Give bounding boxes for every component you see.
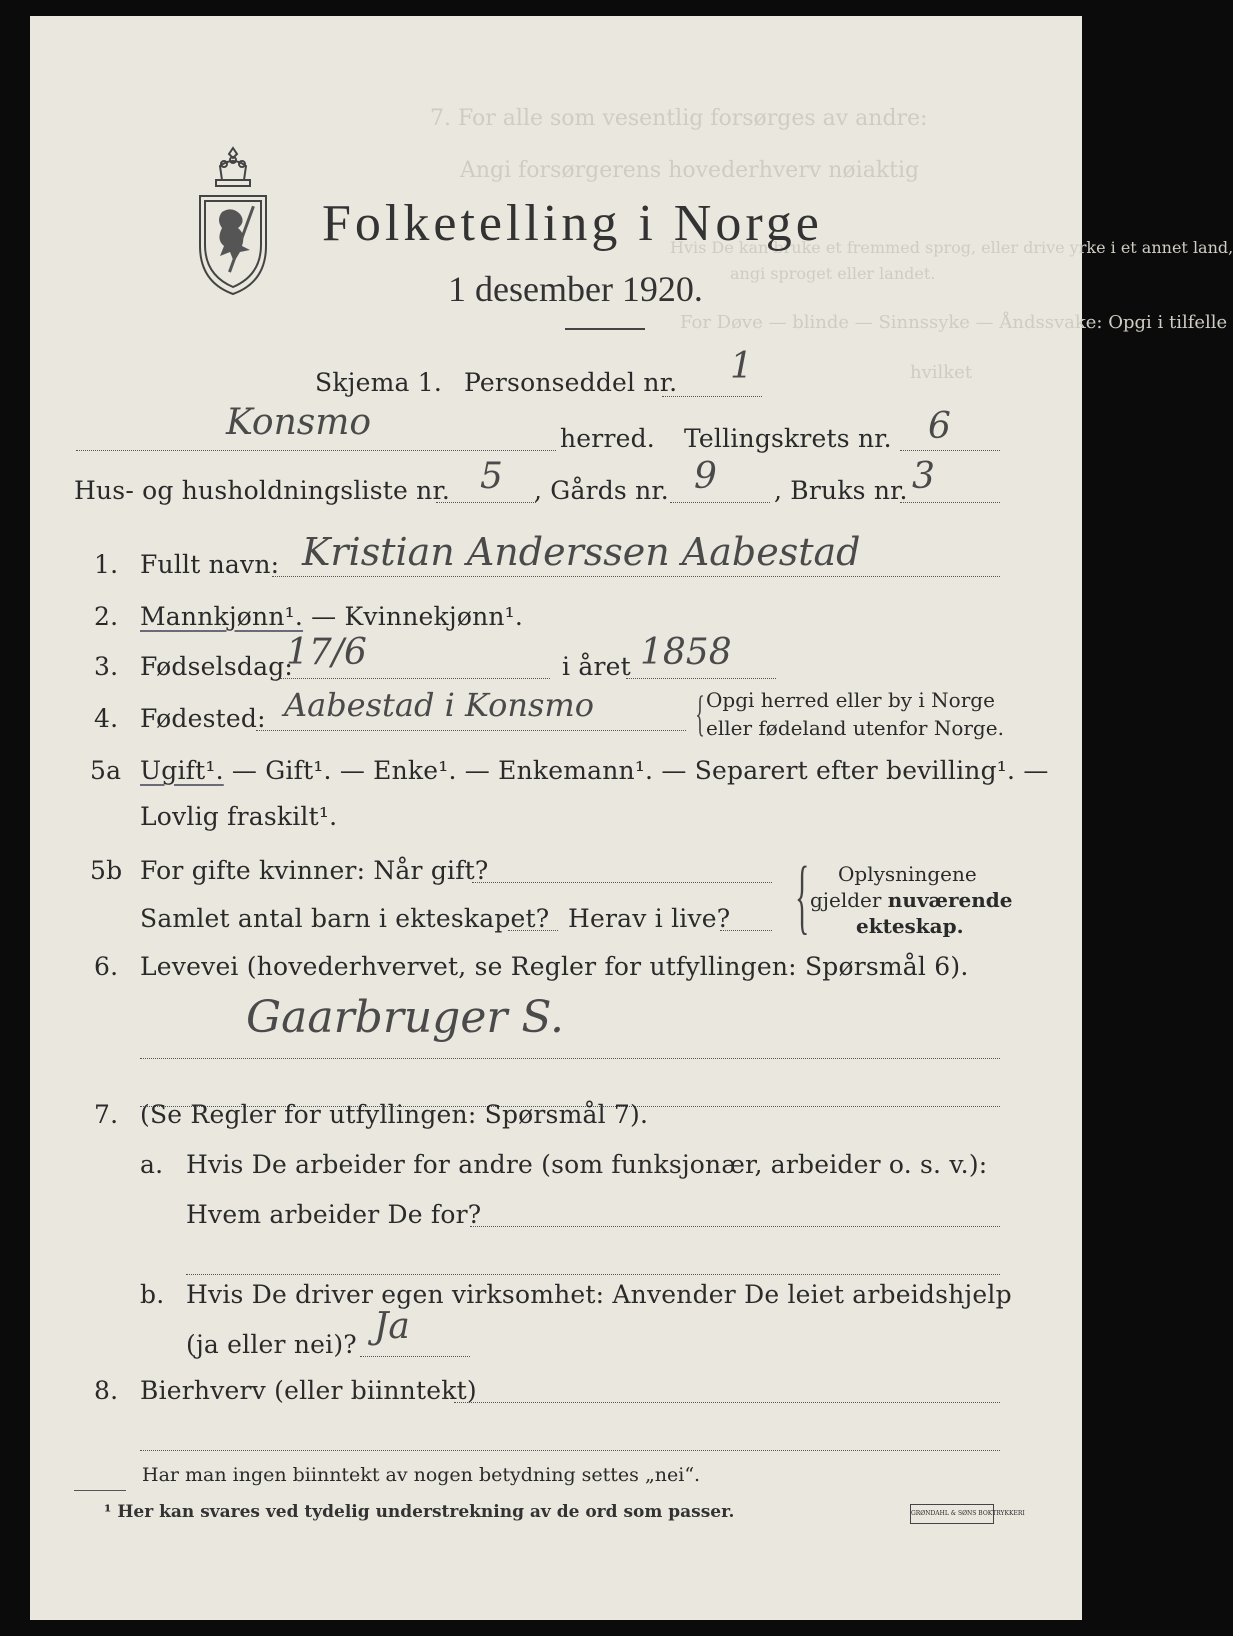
q5b-number: 5b (90, 856, 123, 885)
q2-number: 2. (94, 602, 119, 631)
q1-line (272, 576, 1000, 577)
q5a-ugift-option: Ugift¹. (140, 756, 224, 785)
bruks-line (900, 502, 1000, 503)
herred-label: herred. (560, 424, 655, 453)
herred-line (76, 450, 556, 451)
coat-of-arms-icon (194, 144, 272, 296)
q8-line-2 (140, 1450, 1000, 1451)
bleed-text-5: For Døve — blinde — Sinnssyke — Åndssvake: Opgi i tilfelle (680, 312, 1228, 333)
q5a-line2: Lovlig fraskilt¹. (140, 802, 338, 831)
q5b-brace: { (795, 850, 810, 943)
q7b-label-2: (ja eller nei)? (186, 1330, 357, 1359)
q7a-label-2: Hvem arbeider De for? (186, 1200, 482, 1229)
q4-brace: { (695, 685, 705, 741)
q2-male-option: Mannkjønn¹. (140, 602, 304, 631)
personseddel-value: 1 (730, 346, 753, 387)
q5b-note-3: ekteskap. (856, 914, 964, 938)
q8-number: 8. (94, 1376, 119, 1405)
q5b-note-2b: nuværende (887, 888, 1013, 912)
q4-number: 4. (94, 704, 119, 733)
hus-value: 5 (480, 456, 503, 497)
q3-line (280, 678, 550, 679)
q3-label: Fødselsdag: (140, 652, 294, 681)
q5a-number: 5a (90, 756, 122, 785)
footnote: ¹ Her kan svares ved tydelig understrekning av de ord som passer. (104, 1502, 735, 1522)
footnote-rule (74, 1490, 126, 1491)
q7-number: 7. (94, 1100, 119, 1129)
q5a-options (140, 756, 1049, 785)
q7b-label: Hvis De driver egen virksomhet: Anvender De leiet arbeidshjelp (186, 1280, 1012, 1309)
q4-label: Fødested: (140, 704, 266, 733)
tellingskrets-value: 6 (928, 406, 951, 447)
q4-note-1: Opgi herred eller by i Norge (706, 688, 995, 712)
printer-mark: GRØNDAHL & SØNS BOKTRYKKERI (910, 1504, 994, 1524)
herred-value: Konsmo (226, 402, 372, 443)
q8-note: Har man ingen biinntekt av nogen betydning settes „nei“. (142, 1464, 701, 1486)
q5b-label-3: Herav i live? (568, 904, 731, 933)
gards-value: 9 (694, 456, 717, 497)
q5b-label-2: Samlet antal barn i ekteskapet? (140, 904, 550, 933)
q1-value: Kristian Anderssen Aabestad (302, 530, 861, 574)
bleed-text-4: angi sproget eller landet. (730, 264, 936, 283)
tellingskrets-line (900, 450, 1000, 451)
gards-label: , Gårds nr. (534, 476, 669, 505)
q6-value: Gaarbruger S. (246, 992, 564, 1043)
q3-year-line (626, 678, 776, 679)
q2-female-option: — Kvinnekjønn¹. (303, 602, 524, 631)
q7b-line (360, 1356, 470, 1357)
q7a-letter: a. (140, 1150, 164, 1179)
q4-value: Aabestad i Konsmo (284, 686, 594, 724)
bruks-label: , Bruks nr. (774, 476, 908, 505)
q3-year-value: 1858 (640, 632, 732, 673)
q5b-note-2 (810, 888, 1013, 912)
bleed-text-1: 7. For alle som vesentlig forsørges av andre: (430, 106, 928, 131)
q8-line-1 (454, 1402, 1000, 1403)
q5a-other-options: — Gift¹. — Enke¹. — Enkemann¹. — Separert efter bevilling¹. — (223, 756, 1049, 785)
bruks-value: 3 (912, 456, 935, 497)
tellingskrets-label: Tellingskrets nr. (684, 424, 892, 453)
personseddel-label: Personseddel nr. (464, 368, 678, 397)
q5b-line-3 (720, 930, 772, 931)
bleed-text-2: Angi forsørgerens hovederhverv nøiaktig (460, 158, 920, 183)
bleed-text-6: hvilket (910, 362, 973, 383)
census-form (30, 16, 1233, 1620)
q2-options (140, 602, 523, 631)
gards-line (670, 502, 770, 503)
q5b-note-1: Oplysningene (838, 862, 977, 886)
q1-number: 1. (94, 550, 119, 579)
q4-note-2: eller fødeland utenfor Norge. (706, 716, 1004, 740)
q7b-value: Ja (374, 1306, 410, 1347)
q8-label: Bierhverv (eller biinntekt) (140, 1376, 477, 1405)
schema-label: Skjema 1. (315, 368, 443, 397)
hus-label: Hus- og husholdningsliste nr. (74, 476, 451, 505)
q5b-label-1: For gifte kvinner: Når gift? (140, 856, 489, 885)
q5b-note-2a: gjelder (810, 888, 888, 912)
q3-value: 17/6 (286, 632, 367, 673)
title-divider (565, 328, 645, 330)
q7a-label: Hvis De arbeider for andre (som funksjonær, arbeider o. s. v.): (186, 1150, 988, 1179)
q7a-line-1 (470, 1226, 1000, 1227)
q7-label: (Se Regler for utfyllingen: Spørsmål 7). (140, 1100, 649, 1129)
q6-number: 6. (94, 952, 119, 981)
q5b-line-1 (472, 882, 772, 883)
q1-label: Fullt navn: (140, 550, 280, 579)
form-date: 1 desember 1920. (448, 269, 703, 309)
q6-line-1 (140, 1058, 1000, 1059)
q5b-line-2 (508, 930, 558, 931)
q6-label: Levevei (hovederhvervet, se Regler for utfyllingen: Spørsmål 6). (140, 952, 969, 981)
form-title: Folketelling i Norge (322, 195, 823, 252)
personseddel-line (662, 396, 762, 397)
q7b-letter: b. (140, 1280, 165, 1309)
q3-number: 3. (94, 652, 119, 681)
hus-line (436, 502, 536, 503)
q7a-line-2 (186, 1274, 1000, 1275)
bleed-text-3: Hvis De kan bruke et fremmed sprog, eller drive yrke i et annet land, (670, 238, 1233, 257)
q3-year-label: i året (562, 652, 631, 681)
q4-line (256, 730, 686, 731)
